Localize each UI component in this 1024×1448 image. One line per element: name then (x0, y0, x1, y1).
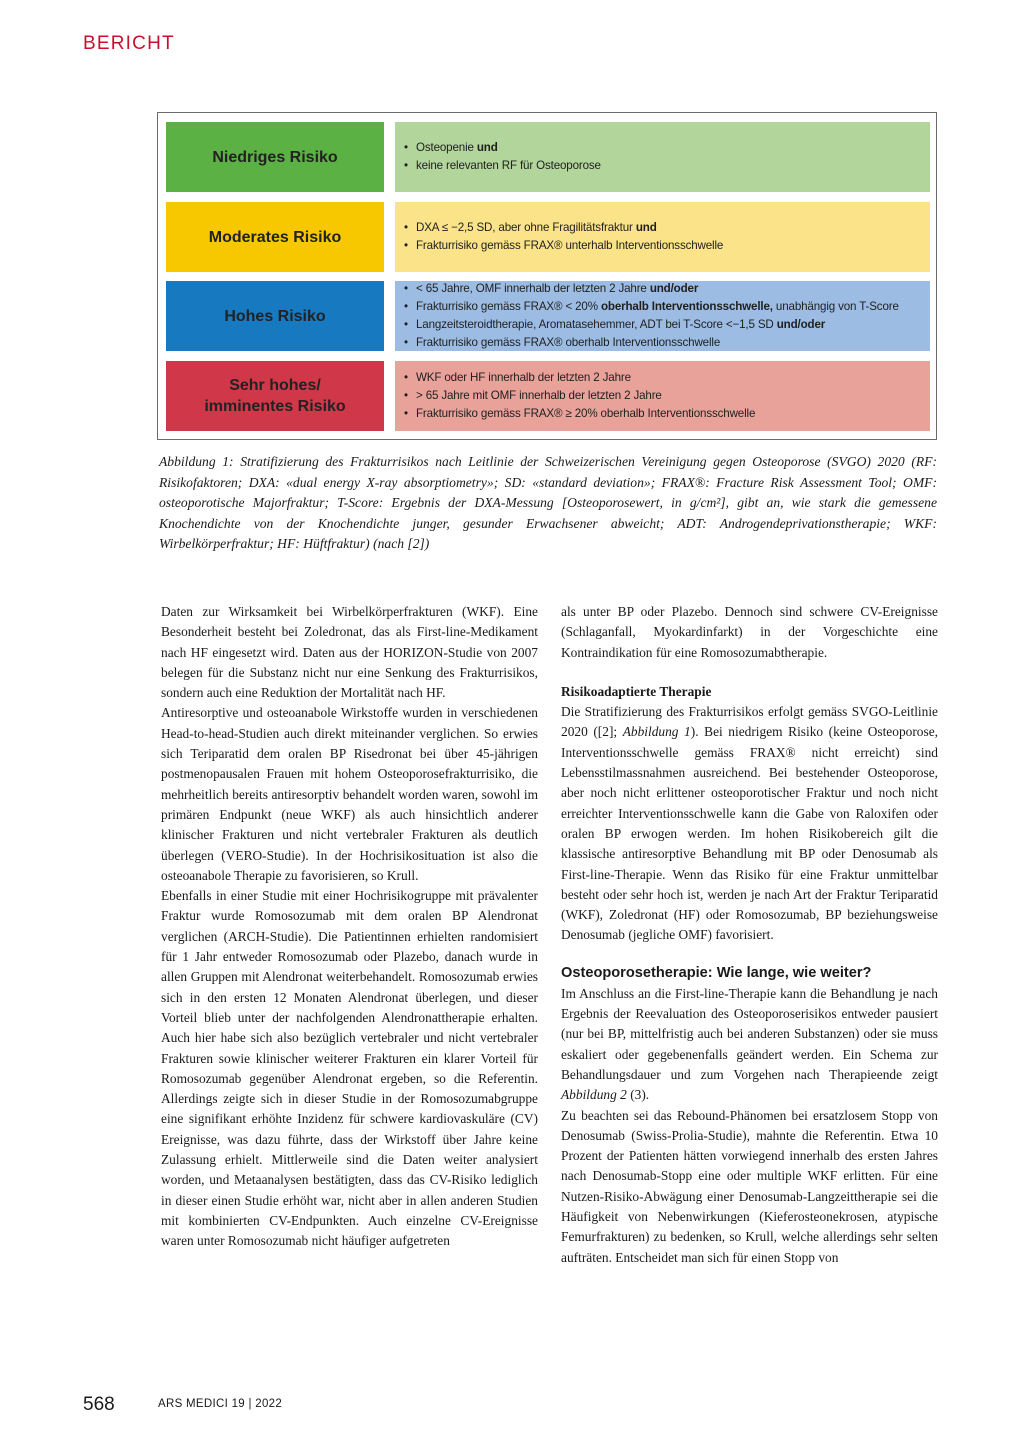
criterion-emphasis: und/oder (776, 318, 826, 331)
section-label: BERICHT (83, 33, 175, 54)
paragraph: Ebenfalls in einer Studie mit einer Hochrisikogruppe mit prävalenter Fraktur wurde Romosozumab mit dem oralen BP Alendronat verglichen (ARCH-Studie). Die Patientinnen erhielten randomisiert für 1 Jahr entweder Romosozumab oder Plazebo, danach wurde in allen Gruppen mit Alendronat weiterbehandelt. Romosozumab erwies sich in den ersten 12 Monaten Alendronat überlegen, und dieser Vorteil blieb unter der nachfolgenden Alendronattherapie erhalten. Auch hier habe sich also bezüglich vertebraler und nicht vertebraler Frakturen sowie klinischer weiterer Frakturen ein klarer Vorteil für Romosozumab gegenüber Alendronat ergeben, so die Referentin. Allerdings zeigte sich in dieser Studie in der Romosozumabgruppe eine signifikant erhöhte Inzidenz für schwere kardiovaskuläre (CV) Ereignisse, was dazu führte, dass der Wirkstoff über Jahre keine Zulassung erhielt. Mittlerweile sind die Daten weiter analysiert worden, und Metaanalysen bestätigten, dass das CV-Risiko lediglich in dieser einen Studie erhöht war, nicht aber in allen anderen Studien mit kombinierten CV-Endpunkten. Auch einzelne CV-Ereignisse waren unter Romosozumab nicht häufiger aufgetreten (161, 888, 538, 1249)
criterion (404, 298, 930, 316)
bullet: • (404, 239, 408, 252)
risk-row-moderate (166, 202, 930, 272)
criterion-emphasis: und (635, 221, 657, 234)
bullet: • (404, 300, 408, 313)
risk-label-line: Sehr hohes/ (229, 377, 321, 394)
bullet: • (404, 336, 408, 349)
section-heading: Osteoporosetherapie: Wie lange, wie weiter? (561, 964, 872, 981)
risk-row-high (166, 281, 930, 351)
criterion-text: unabhängig von T-Score (772, 300, 899, 313)
risk-row-low (166, 122, 930, 192)
criterion-text: Frakturrisiko gemäss FRAX® unterhalb Interventionsschwelle (416, 239, 724, 252)
paragraph-text: ). Bei niedrigem Risiko (keine Osteoporose, Interventionsschwelle gemäss FRAX® nicht erreicht) sind Lebensstilmassnahmen ausreichend. Bei bestehender Osteoporose, aber noch nicht erlittener osteoporotischer Fraktur und noch nicht erreichter Interventionsschwelle kann die Gabe von Raloxifen oder oralen BP erwogen werden. Im hohen Risikobereich gilt die klassische antiresorptive Behandlung mit BP oder Denosumab als First-line-Therapie. Wenn das Risiko für eine Fraktur unmittelbar besteht oder sehr hoch ist, werden je nach Art der Fraktur Teriparatid (WKF), Zoledronat (HF) oder Romosozumab, BP beziehungsweise Denosumab (jegliche OMF) favorisiert. (561, 724, 938, 943)
risk-criteria-high (395, 281, 930, 351)
criterion (404, 219, 930, 237)
risk-row-very-high (166, 361, 930, 431)
risk-label-moderate: Moderates Risiko (166, 202, 384, 272)
risk-criteria-moderate (395, 202, 930, 272)
criterion-text: > 65 Jahre mit OMF innerhalb der letzten 2 Jahre (416, 389, 662, 402)
bullet: • (404, 159, 408, 172)
paragraph: Antiresorptive und osteoanabole Wirkstoffe wurden in verschiedenen Head-to-head-Studien auch direkt miteinander verglichen. So erwies sich Teriparatid dem oralen BP Risedronat bei über 45-jährigen postmenopausalen Frauen mit hohem Osteoporosefrakturrisiko, die mehrheitlich bereits antiresorptiv behandelt worden waren, sowohl im primären Endpunkt (neue WKF) als auch hinsichtlich anderer klinischer Frakturen und nicht vertebraler Frakturen als deutlich überlegen (VERO-Studie). In der Hochrisikosituation ist also die osteoanabole Therapie zu favorisieren, so Krull. (161, 705, 538, 883)
criterion-text: Langzeitsteroidtherapie, Aromatasehemmer, ADT bei T-Score <−1,5 SD (416, 318, 777, 331)
criterion (404, 237, 930, 255)
risk-label-low: Niedriges Risiko (166, 122, 384, 192)
bullet: • (404, 407, 408, 420)
criterion (404, 316, 930, 334)
risk-label-high: Hohes Risiko (166, 281, 384, 351)
criterion-text: Frakturrisiko gemäss FRAX® oberhalb Interventionsschwelle (416, 336, 721, 349)
bullet: • (404, 371, 408, 384)
bullet: • (404, 318, 408, 331)
figure-caption: Abbildung 1: Stratifizierung des Frakturrisikos nach Leitlinie der Schweizerischen Vereinigung gegen Osteoporose (SVGO) 2020 (RF: Risikofaktoren; DXA: «dual energy X-ray absorptiometry»; SD: «standard deviation»; FRAX®: Fracture Risk Assessment Tool; OMF: osteoporotische Majorfraktur; T-Score: Ergebnis der DXA-Messung [Osteoporosewert, in g/cm²], gibt an, wie stark die gemessene Knochendichte von der Knochendichte junger, gesunder Erwachsener abweicht; ADT: Androgendeprivationstherapie; WKF: Wirbelkörperfraktur; HF: Hüftfraktur) (nach [2]) (159, 454, 937, 551)
paragraph: Daten zur Wirksamkeit bei Wirbelkörperfrakturen (WKF). Eine Besonderheit besteht bei Zoledronat, das als First-line-Medikament nach HF eingesetzt wird. Daten aus der HORIZON-Studie von 2007 belegen für die Substanz nicht nur eine Senkung des Frakturrisikos, sondern auch eine Reduktion der Mortalität nach HF. (161, 604, 538, 701)
criterion (404, 369, 930, 387)
bullet: • (404, 282, 408, 295)
criterion-emphasis: und (476, 141, 498, 154)
figure-reference: Abbildung 1 (622, 724, 691, 740)
criterion (404, 405, 930, 423)
criterion-text: Frakturrisiko gemäss FRAX® < 20% (416, 300, 601, 313)
criterion (404, 157, 930, 175)
paragraph-text: (3). (626, 1087, 650, 1103)
criterion-text: Frakturrisiko gemäss FRAX® ≥ 20% oberhalb Interventionsschwelle (416, 407, 756, 420)
subheading: Risikoadaptierte Therapie (561, 683, 712, 699)
bullet: • (404, 389, 408, 402)
risk-criteria-very-high (395, 361, 930, 431)
criterion-emphasis: oberhalb Interventionsschwelle, (600, 300, 773, 313)
criterion-text: Osteopenie (416, 141, 477, 154)
criterion-emphasis: und/oder (649, 282, 699, 295)
body-column-right (561, 602, 938, 1268)
criterion-text: WKF oder HF innerhalb der letzten 2 Jahre (416, 371, 631, 384)
risk-stratification-figure (157, 112, 937, 440)
paragraph (561, 984, 938, 1106)
criterion (404, 139, 930, 157)
bullet: • (404, 141, 408, 154)
paragraph: Zu beachten sei das Rebound-Phänomen bei ersatzlosem Stopp von Denosumab (Swiss-Prolia-Studie), mahnte die Referentin. Etwa 10 Prozent der Patienten hätten vorwiegend innerhalb des ersten Jahres nach Denosumab-Stopp eine oder multiple WKF erlitten. Für eine Nutzen-Risiko-Abwägung einer Denosumab-Langzeittherapie sei die Häufigkeit von Nebenwirkungen (Kieferosteonekrosen, atypische Femurfrakturen) zu bedenken, so Krull, welche allerdings sehr selten aufträten. Entscheidet man sich für einen Stopp von (561, 1107, 938, 1265)
risk-label-very-high (166, 361, 384, 431)
paragraph-text: Die Stratifizierung des Frakturrisikos erfolgt gemäss SVGO-Leitlinie 2020 ([2]; (561, 704, 938, 740)
paragraph-text: Im Anschluss an die First-line-Therapie kann die Behandlung je nach Ergebnis der Reevaluation des Osteoporoserisikos entweder pausiert (nur bei BP, mittelfristig auch bei anderen Substanzen) oder sie muss eskaliert oder gegebenenfalls geändert werden. Ein Schema zur Behandlungsdauer und zum Vorgehen nach Therapieende zeigt (561, 985, 938, 1082)
bullet: • (404, 221, 408, 234)
criterion-text: keine relevanten RF für Osteoporose (416, 159, 601, 172)
figure-reference: Abbildung 2 (561, 1087, 627, 1103)
criterion (404, 334, 930, 352)
page-number: 568 (83, 1394, 115, 1415)
risk-label-line: imminentes Risiko (204, 398, 346, 415)
paragraph (561, 702, 938, 946)
criterion-text: DXA ≤ −2,5 SD, aber ohne Fragilitätsfraktur (416, 221, 636, 234)
criterion (404, 387, 930, 405)
journal-issue: ARS MEDICI 19 | 2022 (158, 1398, 283, 1410)
risk-criteria-low (395, 122, 930, 192)
criterion-text: < 65 Jahre, OMF innerhalb der letzten 2 Jahre (416, 282, 650, 295)
body-column-left (161, 602, 538, 1252)
criterion (404, 280, 930, 298)
paragraph: als unter BP oder Plazebo. Dennoch sind schwere CV-Ereignisse (Schlaganfall, Myokardinfarkt) in der Vorgeschichte eine Kontraindikation für eine Romosozumabtherapie. (561, 604, 938, 660)
